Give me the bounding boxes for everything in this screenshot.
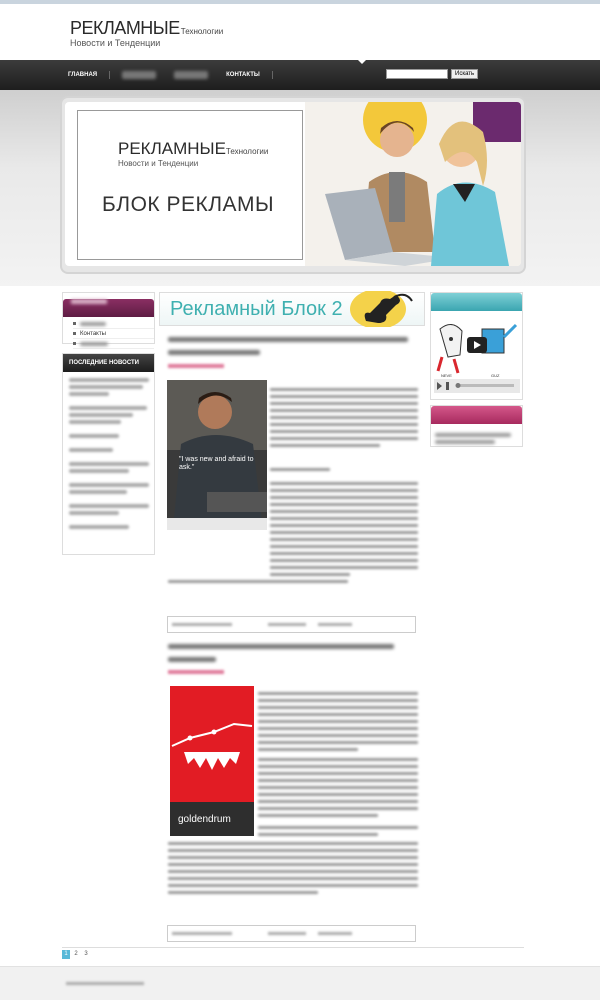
post-2-footer — [167, 925, 416, 942]
body-text-line — [168, 863, 418, 866]
ad-logo-title: РЕКЛАМНЫЕ — [118, 139, 226, 158]
logo-subtitle: Новости и Тенденции — [70, 38, 161, 48]
ad-text: БЛОК РЕКЛАМЫ — [102, 193, 275, 216]
body-text-line — [168, 884, 418, 887]
search-form — [386, 69, 478, 79]
search-button[interactable]: Искать — [451, 69, 478, 79]
news-item[interactable] — [69, 385, 143, 389]
bullet-icon — [73, 322, 76, 325]
nav-item-blurred-1[interactable] — [122, 71, 156, 79]
ad-logo — [118, 139, 268, 168]
video-player[interactable] — [434, 315, 520, 393]
phone-icon — [348, 291, 418, 327]
body-text-line — [258, 765, 418, 768]
content-bottom-divider — [62, 947, 524, 948]
ad-box[interactable] — [77, 110, 303, 260]
ad-logo-subtitle: Новости и Тенденции — [118, 159, 199, 168]
news-item[interactable] — [69, 511, 119, 515]
left-menu — [63, 317, 154, 349]
news-item[interactable] — [69, 525, 129, 529]
top-border — [0, 0, 600, 4]
left-menu-box — [62, 292, 155, 344]
body-text-line — [270, 573, 350, 576]
body-text-line — [258, 748, 358, 751]
body-text-line — [258, 758, 418, 761]
body-text-line — [168, 891, 318, 894]
body-text-line — [270, 566, 418, 569]
body-text-line — [270, 496, 418, 499]
news-item[interactable] — [69, 420, 121, 424]
video-label-right: GUZ — [491, 373, 500, 378]
news-item[interactable] — [69, 504, 149, 508]
news-item[interactable] — [69, 413, 133, 417]
news-item[interactable] — [69, 434, 119, 438]
nav-item-contacts[interactable]: КОНТАКТЫ — [226, 71, 273, 79]
post-1-image-overlay — [167, 380, 267, 530]
post-2-title-line-2[interactable] — [168, 657, 216, 662]
banner-photo — [305, 102, 521, 266]
right-info-box — [430, 405, 523, 447]
body-text-line — [270, 517, 418, 520]
left-menu-item-blurred-1[interactable] — [73, 319, 154, 329]
goldendrum-logo-graphic — [170, 686, 254, 802]
left-menu-item-blurred-2[interactable] — [73, 339, 154, 349]
video-label-left: NEVE — [441, 373, 452, 378]
body-text-line — [270, 437, 418, 440]
body-text-line — [270, 416, 418, 419]
body-text-line — [270, 444, 380, 447]
video-box — [430, 292, 523, 400]
body-text-line — [270, 510, 418, 513]
body-text-line — [258, 706, 418, 709]
logo-title: РЕКЛАМНЫЕ — [70, 18, 180, 38]
body-text-line — [258, 720, 418, 723]
nav-item-blurred-2[interactable] — [174, 71, 208, 79]
news-item[interactable] — [69, 490, 127, 494]
body-text-line — [270, 538, 418, 541]
news-item[interactable] — [69, 406, 147, 410]
main-navbar — [0, 60, 600, 90]
news-item[interactable] — [69, 483, 149, 487]
left-menu-item-label: Контакты — [80, 330, 106, 337]
body-text-line — [270, 552, 418, 555]
body-text-line — [258, 734, 418, 737]
right-info-header — [431, 406, 522, 424]
news-item[interactable] — [69, 462, 149, 466]
body-text-line — [258, 779, 418, 782]
body-text-line — [270, 395, 418, 398]
body-text-line — [168, 849, 418, 852]
body-text-line — [258, 786, 418, 789]
left-menu-header — [63, 299, 154, 317]
body-text-line — [258, 807, 418, 810]
pagination — [62, 950, 90, 959]
post-1-footer — [167, 616, 416, 633]
post-2-date — [168, 670, 224, 674]
banner — [62, 98, 524, 272]
body-text-line — [258, 713, 418, 716]
body-text-line — [270, 524, 418, 527]
body-text-line — [270, 402, 418, 405]
bullet-icon — [73, 332, 76, 335]
body-text-line — [270, 559, 418, 562]
bullet-icon — [73, 342, 76, 345]
body-text-line — [270, 388, 418, 391]
body-text-line — [258, 800, 418, 803]
body-text-line — [270, 468, 330, 471]
post-1-title-line-2[interactable] — [168, 350, 260, 355]
footer-copyright — [66, 982, 144, 985]
search-input[interactable] — [386, 69, 448, 79]
post-1-date — [168, 364, 224, 368]
news-item[interactable] — [69, 448, 113, 452]
body-text-line — [270, 503, 418, 506]
logo-title-small: Технологии — [180, 27, 224, 36]
body-text-line — [270, 482, 418, 485]
body-text-line — [270, 430, 418, 433]
video-box-header — [431, 293, 522, 311]
nav-notch — [358, 60, 366, 64]
body-text-line — [168, 842, 418, 845]
page-1-link[interactable]: 1 — [62, 950, 70, 959]
body-text-line — [258, 741, 418, 744]
body-text-line — [270, 489, 418, 492]
page-3-link[interactable]: 3 — [84, 951, 88, 957]
body-text-line — [168, 856, 418, 859]
body-text-line — [258, 793, 418, 796]
post-2-title[interactable] — [168, 644, 394, 649]
latest-news-box — [62, 353, 155, 555]
page-2-link[interactable]: 2 — [74, 951, 78, 957]
ad-block-2[interactable] — [159, 292, 425, 326]
latest-news-title: ПОСЛЕДНИЕ НОВОСТИ — [63, 354, 154, 372]
body-text-line — [258, 826, 418, 829]
body-text-line — [270, 423, 418, 426]
body-text-line — [168, 877, 418, 880]
nav-item-home[interactable]: ГЛАВНАЯ — [68, 71, 110, 79]
ad-logo-title-small: Технологии — [225, 147, 269, 156]
news-item[interactable] — [69, 378, 149, 382]
site-logo[interactable] — [70, 18, 223, 48]
ad-block-2-title: Рекламный Блок 2 — [170, 298, 343, 320]
body-text-line — [258, 814, 378, 817]
banner-inner — [65, 102, 521, 266]
left-menu-header-blurred — [71, 299, 107, 304]
body-text-line — [258, 727, 418, 730]
body-text-line — [270, 531, 418, 534]
post-1-title[interactable] — [168, 337, 408, 342]
body-text-line — [270, 545, 418, 548]
nav-menu — [68, 60, 285, 90]
body-text-line — [258, 833, 378, 836]
body-text-line — [258, 699, 418, 702]
left-menu-item-contacts[interactable] — [73, 329, 154, 339]
body-text-line — [270, 409, 418, 412]
body-text-line — [168, 870, 418, 873]
post-2-image — [170, 686, 254, 836]
body-text-line — [258, 692, 418, 695]
body-text-line — [258, 772, 418, 775]
post-1-image-caption: "I was new and afraid to ask." — [179, 456, 254, 471]
body-text-line — [168, 580, 348, 583]
news-item[interactable] — [69, 469, 129, 473]
post-2-image-brand: goldendrum — [170, 802, 254, 836]
news-list — [63, 372, 154, 529]
footer — [0, 966, 600, 1000]
news-item[interactable] — [69, 392, 109, 396]
